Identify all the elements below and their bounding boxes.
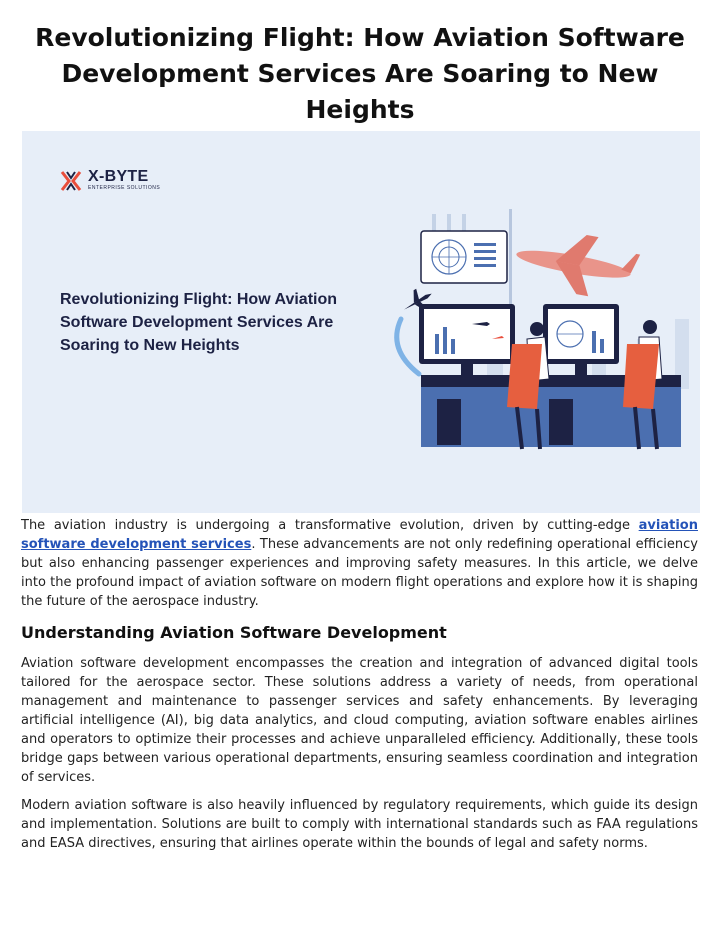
article-body xyxy=(21,516,698,862)
section-paragraph-2: Modern aviation software is also heavily influenced by regulatory requirements, which guide its design and implementation. Solutions are built to comply with international standards such as FAA regulations and EASA directives, ensuring that airlines operate within the bounds of legal and safety norms. xyxy=(21,798,698,851)
company-logo xyxy=(60,169,160,192)
page-title: Revolutionizing Flight: How Aviation Software Development Services Are Soaring to New Heights xyxy=(35,23,685,124)
hero-heading: Revolutionizing Flight: How Aviation Software Development Services Are Soaring to New Heights xyxy=(60,291,338,354)
intro-paragraph xyxy=(21,516,698,611)
control-room-illustration xyxy=(377,209,700,509)
hero-image xyxy=(22,131,700,513)
x-byte-logo-icon xyxy=(60,170,82,192)
intro-text-before-link: The aviation industry is undergoing a transformative evolution, driven by cutting-edge xyxy=(21,518,639,533)
logo-name: X-BYTE xyxy=(88,168,149,185)
logo-subtitle: ENTERPRISE SOLUTIONS xyxy=(88,185,161,191)
section-heading: Understanding Aviation Software Development xyxy=(21,623,447,642)
intro-text-after-link: . These advancements are not only redefining operational efficiency but also enhancing passenger experiences and improving safety measures. In this article, we delve into the profound impact of aviation software on modern flight operations and explore how it is shaping the future of the aerospace industry. xyxy=(21,537,698,609)
aviation-software-development-link[interactable]: aviation software development services xyxy=(21,518,698,552)
airplane-icon xyxy=(511,224,642,304)
section-paragraph-1: Aviation software development encompasses the creation and integration of advanced digital tools tailored for the aerospace sector. These solutions address a variety of needs, from operational management and maintenance to passenger services and safety enhancements. By leveraging artificial intelligence (AI), big data analytics, and cloud computing, aviation software enables airlines and operators to optimize their processes and achieve unparalleled efficiency. Additionally, these tools bridge gaps between various operational departments, ensuring seamless coordination and integration of services. xyxy=(21,656,698,785)
